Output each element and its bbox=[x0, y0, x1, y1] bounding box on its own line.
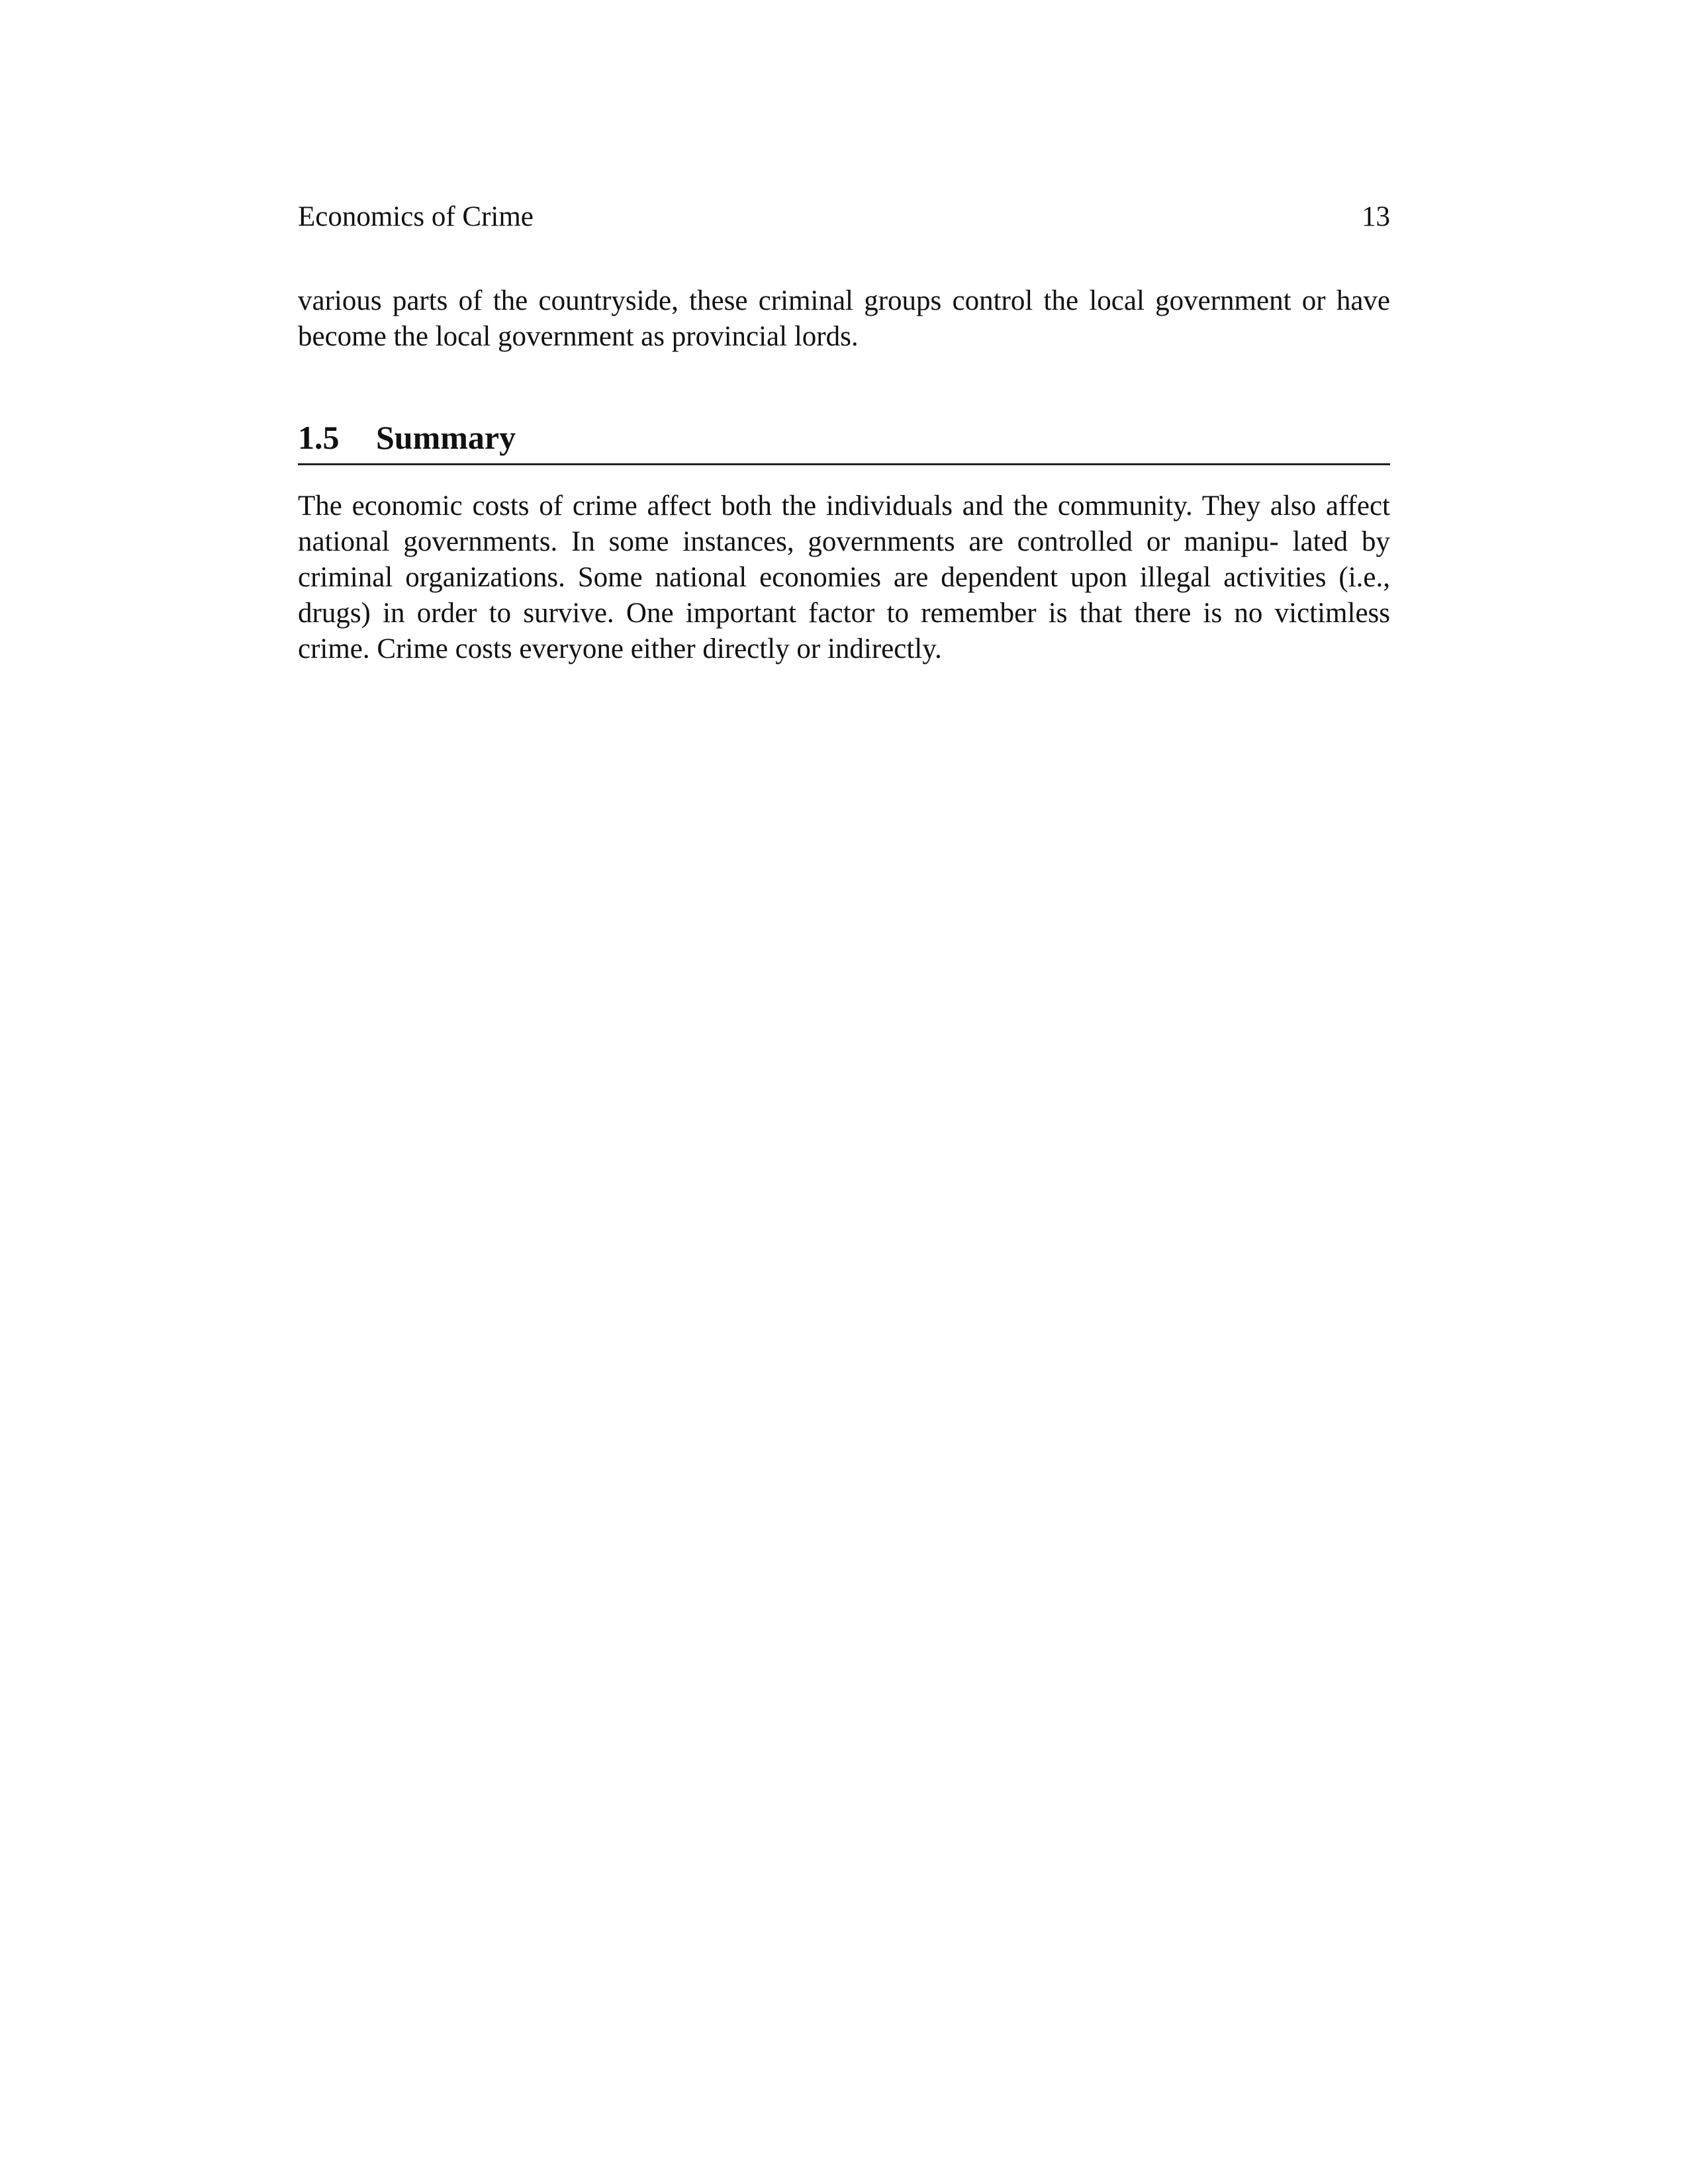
paragraph-line: is no victimless crime. Crime costs everyone either directly or indirectly. bbox=[298, 598, 1390, 664]
section-heading bbox=[298, 416, 1390, 465]
paragraph-line: have become the local government as provincial lords. bbox=[298, 285, 1391, 352]
running-head bbox=[298, 199, 1390, 236]
paragraph-line: lated by criminal organizations. Some national economies are dependent upon illegal bbox=[298, 526, 1390, 593]
paragraph-line: The economic costs of crime affect both the individuals and the community. They also bbox=[298, 490, 1317, 522]
summary-paragraph bbox=[298, 488, 1390, 667]
continued-paragraph bbox=[298, 283, 1390, 355]
paragraph-line: activities (i.e., drugs) in order to survive. One important factor to remember is that there bbox=[298, 562, 1391, 629]
paragraph-line: affect national governments. In some instances, governments are controlled or manipu- bbox=[298, 490, 1390, 557]
page-number: 13 bbox=[1362, 201, 1390, 232]
paragraph-line: various parts of the countryside, these criminal groups control the local government or bbox=[298, 285, 1326, 316]
section-number: 1.5 bbox=[298, 419, 340, 456]
section-title: Summary bbox=[376, 419, 516, 456]
document-page bbox=[298, 0, 1390, 2184]
running-head-title: Economics of Crime bbox=[298, 201, 534, 232]
